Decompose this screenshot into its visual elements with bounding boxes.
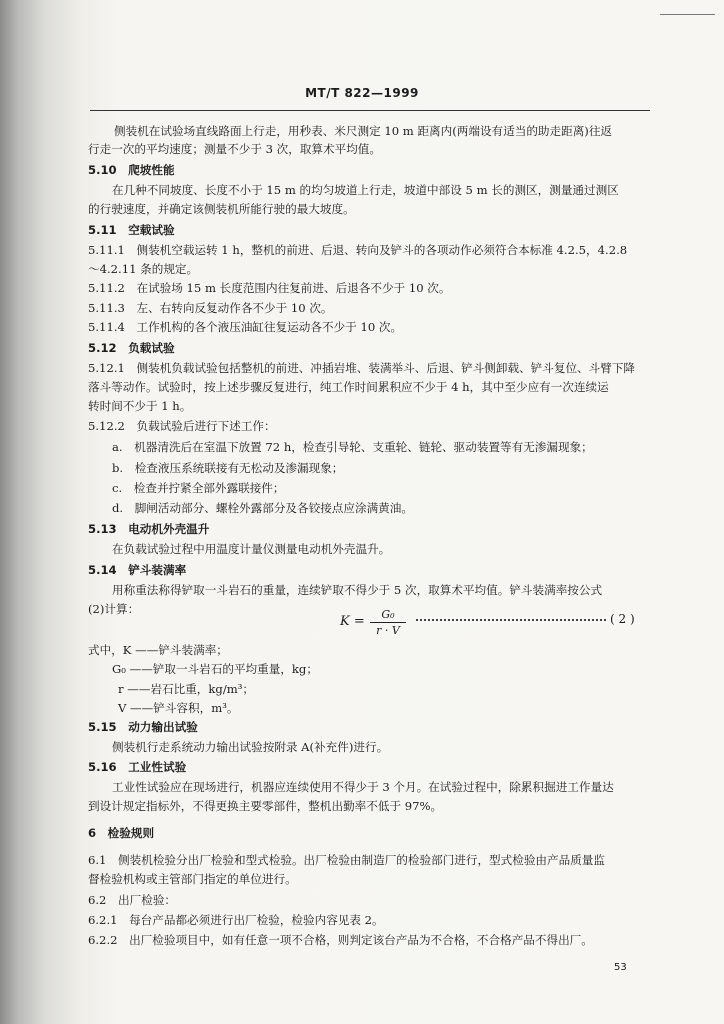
section-heading: 5.14 铲斗装满率 — [88, 563, 187, 577]
text-line: 5.12.1 侧装机负载试验包括整机的前进、冲插岩堆、装满举斗、后退、铲斗侧卸载、铲斗复位、斗臂下降 — [88, 361, 636, 375]
text-line: 5.11.2 在试验场 15 m 长度范围内往复前进、后退各不少于 10 次。 — [88, 281, 451, 295]
text-line: 用称重法称得铲取一斗岩石的重量，连续铲取不得少于 5 次，取算术平均值。铲斗装满率按公式 — [112, 583, 603, 597]
section-heading: 5.16 工业性试验 — [88, 760, 187, 774]
text-line: 的行驶速度，并确定该侧装机所能行驶的最大坡度。 — [88, 202, 355, 216]
list-item: a. 机器清洗后在室温下放置 72 h，检查引导轮、支重轮、链轮、驱动装置等有无渗漏现象； — [112, 440, 593, 454]
section-heading: 5.12 负载试验 — [88, 341, 175, 355]
equation-number: ( 2 ) — [610, 612, 635, 626]
formula-leader-dots — [416, 619, 606, 621]
variable-definition: V ——铲斗容积，m³。 — [118, 701, 239, 715]
variable-definition: 式中，K ——铲斗装满率； — [88, 643, 228, 657]
text-line: 在几种不同坡度、长度不小于 15 m 的均匀坡道上行走，坡道中部设 5 m 长的测区，测量通过测区 — [112, 183, 619, 197]
list-item: d. 脚闸活动部分、螺栓外露部分及各铰接点应涂满黄油。 — [112, 501, 413, 515]
text-line: (2)计算： — [88, 602, 140, 616]
text-line: 6.2.1 每台产品都必须进行出厂检验，检验内容见表 2。 — [88, 913, 384, 927]
text-line: 侧装机在试验场直线路面上行走，用秒表、米尺测定 10 m 距离内(两端设有适当的助走距离)往返 — [114, 124, 613, 138]
text-line: 5.11.1 侧装机空载运转 1 h，整机的前进、后退、转向及铲斗的各项动作必须符合本标准 4.2.5，4.2.8 — [88, 243, 628, 257]
text-line: 落斗等动作。试验时，按上述步骤反复进行，纯工作时间累积应不少于 4 h，其中至少应有一次连续运 — [88, 380, 609, 394]
text-line: 转时间不少于 1 h。 — [88, 399, 192, 413]
text-line: 在负载试验过程中用温度计量仪测量电动机外壳温升。 — [112, 542, 391, 556]
list-item: c. 检查并拧紧全部外露联接件； — [112, 481, 285, 495]
list-item: b. 检查液压系统联接有无松动及渗漏现象； — [112, 461, 344, 475]
formula-fraction — [370, 608, 406, 637]
formula-k — [340, 608, 660, 638]
formula-numerator: G₀ — [370, 608, 406, 623]
text-line: 5.11.3 左、右转向反复动作各不少于 10 次。 — [88, 301, 333, 315]
text-line: 行走一次的平均速度；测量不少于 3 次，取算术平均值。 — [88, 142, 381, 156]
variable-definition: G₀ ——铲取一斗岩石的平均重量，kg； — [112, 662, 318, 676]
text-line: 侧装机行走系统动力输出试验按附录 A(补充件)进行。 — [112, 740, 389, 754]
text-line: 到设计规定指标外，不得更换主要零部件，整机出勤率不低于 97%。 — [88, 799, 443, 813]
page-number: 53 — [614, 962, 627, 973]
section-heading: 5.10 爬坡性能 — [88, 163, 175, 177]
text-line: 督检验机构或主管部门指定的单位进行。 — [88, 872, 297, 886]
standard-code-header: MT/T 822—1999 — [305, 86, 419, 100]
formula-lhs: K = — [340, 614, 365, 629]
variable-definition: r ——岩石比重，kg/m³； — [118, 682, 254, 696]
text-line: 工业性试验应在现场进行，机器应连续使用不得少于 3 个月。在试验过程中，除累积掘进工作量达 — [112, 780, 614, 794]
text-line: 6.2.2 出厂检验项目中，如有任意一项不合格，则判定该台产品为不合格，不合格产品不得出厂。 — [88, 933, 593, 947]
text-line: 5.12.2 负载试验后进行下述工作： — [88, 419, 276, 433]
text-line: 6.1 侧装机检验分出厂检验和型式检验。出厂检验由制造厂的检验部门进行，型式检验由产品质量监 — [88, 853, 605, 867]
section-heading: 5.15 动力输出试验 — [88, 720, 198, 734]
section-heading: 5.13 电动机外壳温升 — [88, 522, 210, 536]
section-heading: 5.11 空载试验 — [88, 223, 175, 237]
chapter-heading: 6 检验规则 — [88, 826, 155, 840]
text-line: 5.11.4 工作机构的各个液压油缸往复运动各不少于 10 次。 — [88, 320, 403, 334]
formula-denominator: r · V — [376, 624, 400, 637]
text-line: 6.2 出厂检验： — [88, 893, 177, 907]
text-line: ～4.2.11 条的规定。 — [88, 262, 199, 276]
